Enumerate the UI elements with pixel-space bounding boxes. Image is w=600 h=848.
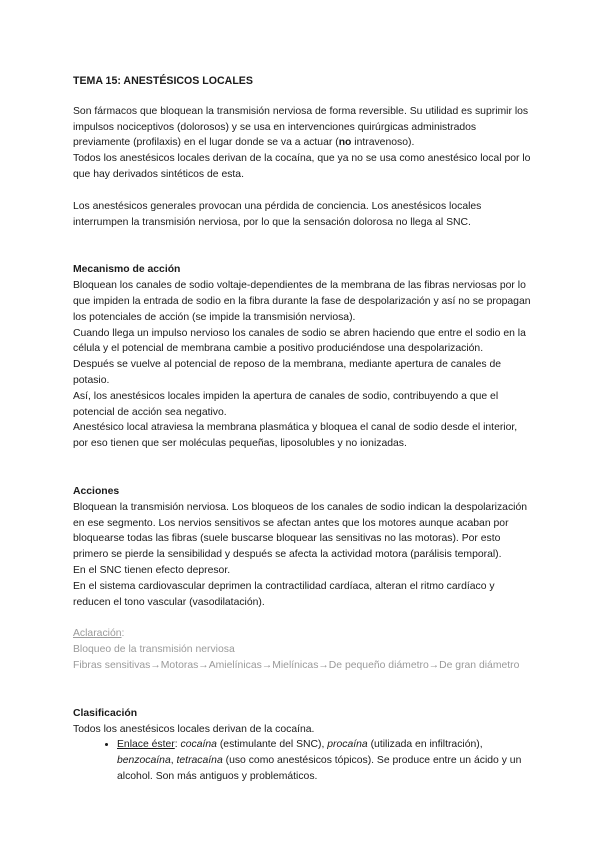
intro-text-b: intravenoso).	[351, 137, 415, 149]
clasificacion-intro: Todos los anestésicos locales derivan de la cocaína.	[73, 723, 315, 735]
enlace-ester-label: Enlace éster	[117, 739, 175, 751]
intro-paragraph-2: Los anestésicos generales provocan una pérdida de conciencia. Los anestésicos locales interrumpen la transmisión nerviosa, por lo que la sensación dolorosa no llega al SNC.	[73, 200, 482, 228]
section-heading-clasificacion: Clasificación	[73, 707, 138, 719]
mecanismo-line: Después se vuelve al potencial de reposo de la membrana, mediante apertura de canales de potasio.	[73, 359, 502, 386]
list-item: • Enlace éster: cocaína (estimulante del SNC), procaína (utilizada en infiltración), benzocaína, tetracaína (uso como anestésicos tópicos). Se produce entre un ácido y un alcohol. Son más antiguos y problemáticos.	[117, 737, 535, 784]
mecanismo-line: Anestésico local atraviesa la membrana plasmática y bloquea el canal de sodio desde el interior, por eso tienen que ser moléculas pequeñas, liposolubles y no ionizadas.	[73, 422, 518, 450]
aclaracion-label-text: Aclaración	[73, 628, 122, 640]
acciones-line: En el sistema cardiovascular deprimen la contractilidad cardíaca, alteran el ritmo cardíaco y reducen el tono vascular (vasodilatación).	[73, 580, 495, 608]
clasificacion-list	[73, 737, 535, 784]
section-heading-mecanismo: Mecanismo de acción	[73, 264, 181, 276]
acciones-line: En el SNC tienen efecto depresor.	[73, 564, 231, 576]
intro-paragraph-1	[73, 104, 535, 151]
drug-tetracaina: tetracaína	[176, 755, 223, 767]
mecanismo-line: Bloquean los canales de sodio voltaje-dependientes de la membrana de las fibras nerviosas por lo que impiden la entrada de sodio en la fibra durante la fase de despolarización y así no se propagan los potenciales de acción (se impide la transmisión nerviosa).	[73, 280, 531, 323]
aclaracion-line-2: Fibras sensitivas→Motoras→Amielínicas→Mielínicas→De pequeño diámetro→De gran diámetro	[73, 659, 520, 671]
document-page	[73, 74, 535, 785]
drug-cocaina: cocaína	[180, 739, 217, 751]
intro-text-a: Son fármacos que bloquean la transmisión nerviosa de forma reversible. Su utilidad es suprimir los impulsos nociceptivos (dolorosos) y se usa en intervenciones quirúrgicas administrados previamente (profilaxis) en el lugar donde se va a actuar (	[73, 105, 529, 149]
drug-benzocaina: benzocaína	[117, 755, 171, 767]
aclaracion-line-1: Bloqueo de la transmisión nerviosa	[73, 644, 235, 656]
mecanismo-line: Así, los anestésicos locales impiden la apertura de canales de sodio, contribuyendo a que el potencial de acción sea negativo.	[73, 390, 499, 418]
mecanismo-line: Cuando llega un impulso nervioso los canales de sodio se abren haciendo que entre el sodio en la célula y el potencial de membrana cambie a positivo produciéndose una despolarización.	[73, 327, 526, 355]
page-title: TEMA 15: ANESTÉSICOS LOCALES	[73, 75, 253, 87]
acciones-line: Bloquean la transmisión nerviosa. Los bloqueos de los canales de sodio indican la despolarización en ese segmento. Los nervios sensitivos se afectan antes que los motores aunque acaban por bloquearse todas las fibras (suele buscarse bloquear las sensitivas no las motoras). Por esto primero se pierde la sensibilidad y después se afecta la actividad motora (parálisis temporal).	[73, 501, 528, 561]
drug-procaina: procaína	[327, 739, 368, 751]
aclaracion-label: Aclaración:	[73, 628, 125, 640]
intro-bold-no: no	[338, 137, 352, 149]
section-heading-acciones: Acciones	[73, 485, 120, 497]
intro-paragraph-1c: Todos los anestésicos locales derivan de la cocaína, que ya no se usa como anestésico local por lo que hay derivados sintéticos de esta.	[73, 153, 531, 180]
